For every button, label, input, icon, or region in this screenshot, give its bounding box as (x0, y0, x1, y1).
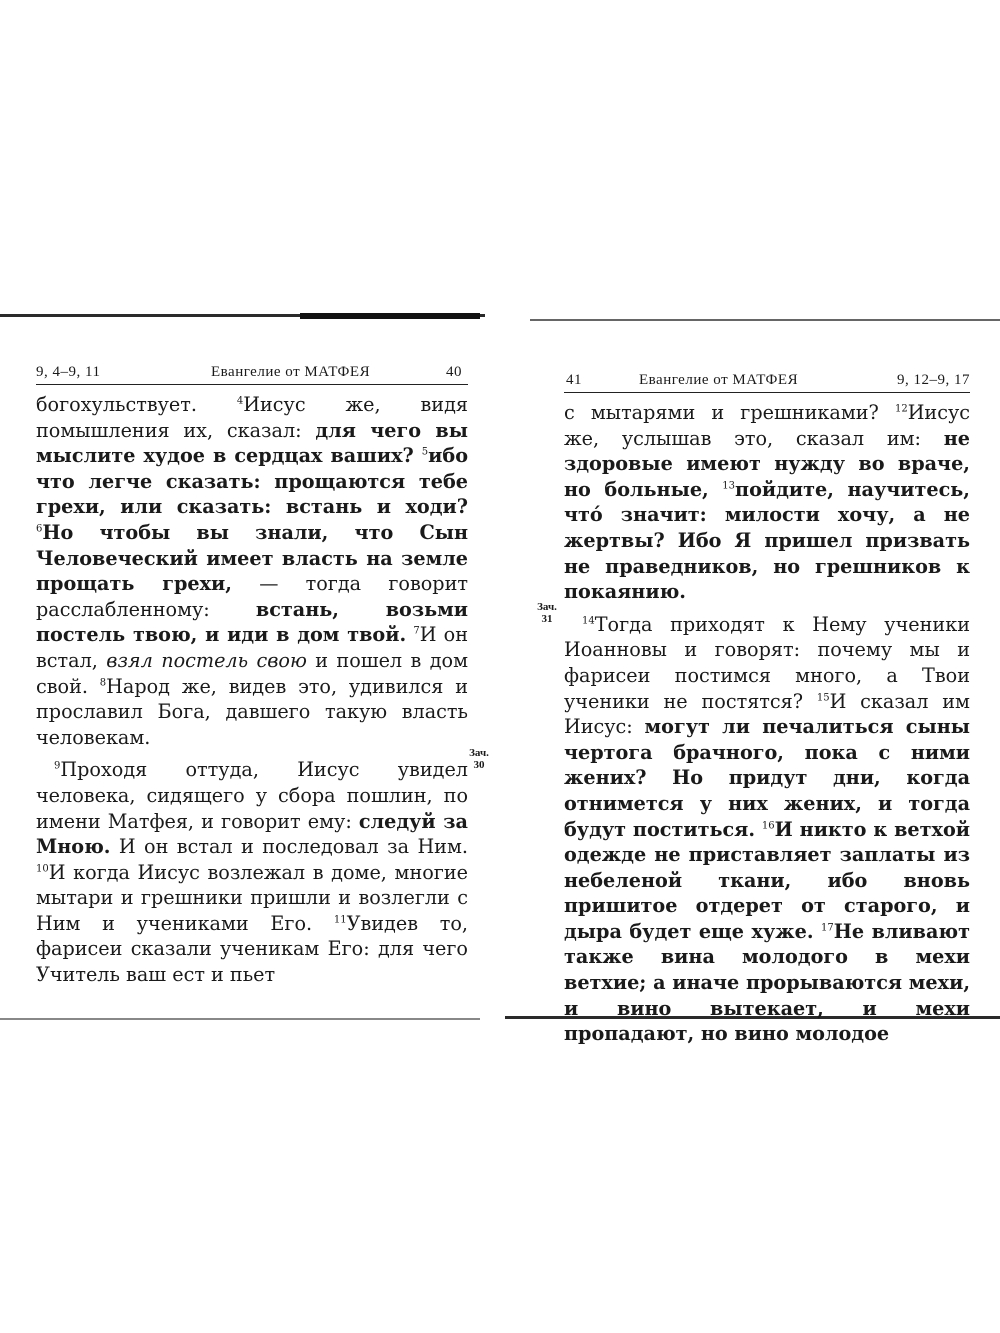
gutter-note-number: 30 (473, 759, 485, 771)
left-header-rule (36, 384, 468, 385)
text-run: взял постель свою (106, 648, 307, 672)
verse-number: 6 (36, 523, 43, 535)
text-run: Иисус же, видя помышления их, сказал: (36, 393, 468, 442)
verse-number: 10 (36, 863, 49, 875)
text-run: с мытарями и грешниками? (564, 401, 895, 424)
right-page-number: 41 (566, 372, 582, 388)
right-running-title: Евангелие от МАТФЕЯ (639, 372, 799, 388)
text-run: И сказал им Иисус: (564, 689, 970, 739)
left-gutter-note (466, 747, 492, 771)
book-spread (0, 300, 1000, 1046)
text-run: Не вливают также вина молодого в мехи ветхие; а иначе прорываются мехи, и вино вытекает, и мехи пропадают, но вино молодое (564, 919, 970, 1046)
text-run: И когда Иисус возлежал в доме, многие мытари и грешники пришли и возлегли с Ним и учениками Его. (36, 860, 468, 935)
paragraph (564, 400, 970, 605)
text-run: И он встал, (36, 623, 468, 672)
text-run: для чего вы мыслите худое в сердцах ваших? (36, 418, 469, 468)
right-page (564, 368, 970, 1047)
verse-number: 16 (761, 820, 775, 832)
text-run: и пошел в дом свой. (36, 648, 468, 698)
left-page-bottom-edge (0, 1018, 480, 1020)
right-page-body (564, 400, 970, 1047)
left-page-top-edge-shadow (300, 313, 480, 319)
right-page-top-edge (530, 319, 1000, 321)
text-run: Иисус же, услышав это, сказал им: (564, 401, 970, 450)
verse-number: 15 (816, 692, 830, 704)
gutter-note-label: Зач. (537, 601, 557, 613)
paragraph (36, 757, 468, 987)
text-run: пойдите, научитесь, что́ значит: милости хочу, а не жертвы? Ибо Я пришел призвать не праведников, но грешников к покаянию. (564, 477, 970, 604)
text-run: И никто к ветхой одежде не приставляет заплаты из небеленой ткани, ибо вновь пришитое отдерет от старого, и дыра будет еще хуже. (564, 817, 970, 943)
text-run: Проходя оттуда, Иисус увидел человека, сидящего у сбора пошлин, по имени Матфея, и говорит ему: (36, 758, 468, 833)
text-run: Увидев то, фарисеи сказали ученикам Его: для чего Учитель ваш ест и пьет (36, 911, 468, 987)
left-running-title: Евангелие от МАТФЕЯ (211, 364, 371, 380)
text-run: Но чтобы вы знали, что Сын Человеческий имеет власть на земле прощать грехи, (36, 520, 468, 596)
left-page (36, 360, 468, 988)
text-run: не здоровые имеют нужду во враче, но больные, (564, 426, 970, 501)
verse-number: 13 (722, 480, 736, 492)
right-header-rule (564, 392, 970, 393)
text-run: — тогда говорит расслабленному: (36, 572, 468, 621)
text-run: богохульствует. (36, 393, 237, 416)
text-run: встань, возьми постель твою, и иди в дом твой. (36, 597, 468, 647)
text-run: ибо что легче сказать: прощаются тебе грехи, или сказать: встань и ходи? (36, 444, 468, 519)
paragraph (36, 392, 468, 750)
verse-number: 12 (894, 403, 908, 415)
left-page-number: 40 (446, 364, 462, 380)
text-run: следуй за Мною. (36, 809, 468, 859)
verse-number: 14 (582, 615, 595, 627)
right-page-header (564, 368, 970, 390)
right-gutter-note (534, 601, 560, 625)
verse-number: 17 (821, 922, 834, 934)
paragraph (564, 612, 970, 1047)
text-run: Народ же, видев это, удивился и прославил Бога, давшего такую власть человекам. (36, 674, 468, 749)
text-run: Тогда приходят к Нему ученики Иоанновы и говорят: почему мы и фарисеи постимся много, а Твои ученики не постятся? (564, 612, 970, 713)
verse-number: 11 (333, 914, 347, 926)
verse-number: 9 (54, 760, 61, 772)
gutter-note-label: Зач. (469, 747, 489, 759)
left-verse-range: 9, 4–9, 11 (36, 364, 101, 380)
right-verse-range: 9, 12–9, 17 (897, 372, 970, 388)
left-page-body (36, 392, 468, 988)
verse-number: 5 (421, 446, 429, 458)
text-run: могут ли печалиться сыны чертога брачного, пока с ними жених? Но придут дни, когда отнимется у них жених, и тогда будут поститься. (564, 715, 970, 841)
text-run: И он встал и последовал за Ним. (110, 835, 468, 859)
gutter-note-number: 31 (541, 613, 553, 625)
verse-number: 4 (236, 395, 244, 407)
left-page-header (36, 360, 468, 382)
verse-number: 7 (413, 625, 420, 637)
verse-number: 8 (99, 677, 107, 689)
